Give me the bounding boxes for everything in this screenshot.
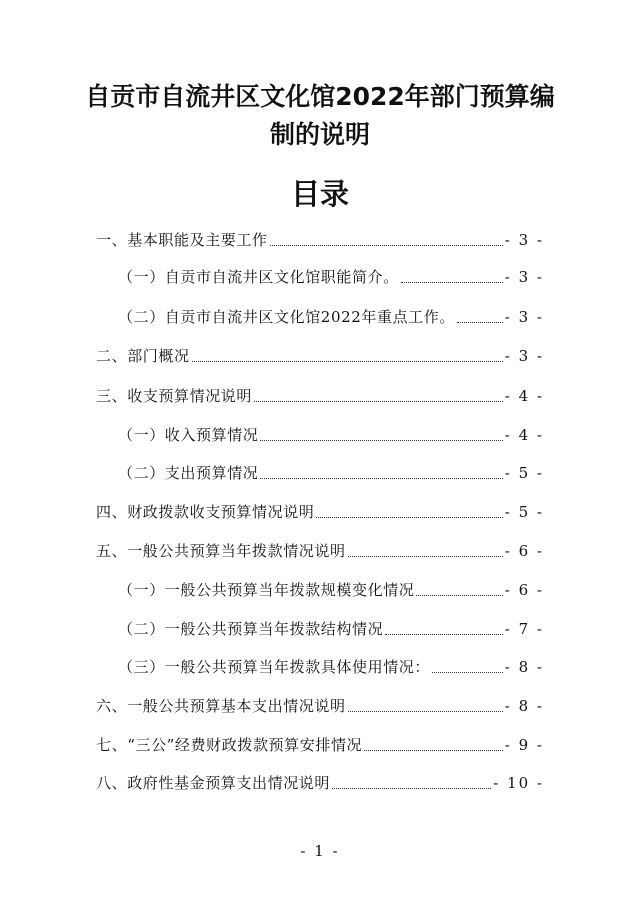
toc-entry-text: （二）一般公共预算当年拨款结构情况 <box>118 620 384 638</box>
title-line-2: 制的说明 <box>269 120 370 149</box>
toc-leader-dots <box>364 750 503 751</box>
toc-page-number: - 5 - <box>504 464 544 482</box>
toc-leader-dots <box>260 478 502 479</box>
toc-entry[interactable] <box>96 384 544 408</box>
toc-page-number: - 6 - <box>504 542 544 560</box>
toc-entry[interactable] <box>118 461 544 485</box>
toc-page-number: - 10 - <box>493 774 544 792</box>
toc-entry-text: 一、基本职能及主要工作 <box>96 231 268 249</box>
toc-leader-dots <box>270 245 503 246</box>
toc-page-number: - 3 - <box>504 308 544 326</box>
toc-leader-dots <box>401 282 503 283</box>
toc-entry-text: （二）自贡市自流井区文化馆2022年重点工作。 <box>118 308 455 326</box>
toc-page-number: - 4 - <box>504 426 544 444</box>
toc-leader-dots <box>385 634 503 635</box>
toc-entry[interactable] <box>118 578 544 602</box>
toc-page-number: - 3 - <box>504 268 544 286</box>
toc-entry-text: 二、部门概况 <box>96 347 190 365</box>
toc-entry-text: 六、一般公共预算基本支出情况说明 <box>96 697 346 715</box>
toc-entry[interactable] <box>96 539 544 563</box>
toc-page-number: - 8 - <box>504 658 544 676</box>
toc-leader-dots <box>332 788 491 789</box>
toc-page-number: - 8 - <box>504 697 544 715</box>
toc-leader-dots <box>348 556 503 557</box>
toc-leader-dots <box>316 517 502 518</box>
toc-leader-dots <box>192 361 503 362</box>
toc-entry[interactable] <box>96 733 544 757</box>
toc-leader-dots <box>254 401 503 402</box>
toc-leader-dots <box>457 322 503 323</box>
toc-heading: 目录 <box>290 177 349 211</box>
toc-page-number: - 3 - <box>504 347 544 365</box>
toc-entry-text: （二）支出预算情况 <box>118 464 259 482</box>
toc-entry[interactable] <box>96 771 544 795</box>
toc-entry[interactable] <box>118 617 544 641</box>
toc-entry-text: 七、“三公”经费财政拨款预算安排情况 <box>96 736 363 754</box>
toc-entry[interactable] <box>96 500 544 524</box>
toc-page-number: - 9 - <box>504 736 544 754</box>
toc-entry[interactable] <box>96 344 544 368</box>
toc-entry-text: （一）自贡市自流井区文化馆职能简介。 <box>118 268 399 286</box>
toc-entry[interactable] <box>96 228 544 252</box>
toc-page-number: - 6 - <box>504 581 544 599</box>
toc-page-number: - 3 - <box>504 231 544 249</box>
toc-page-number: - 7 - <box>504 620 544 638</box>
toc-entry[interactable] <box>118 655 544 679</box>
toc-entry-text: （一）收入预算情况 <box>118 426 259 444</box>
toc-page-number: - 5 - <box>504 503 544 521</box>
toc-entry[interactable] <box>96 694 544 718</box>
toc-entry-text: （三）一般公共预算当年拨款具体使用情况： <box>118 658 431 676</box>
page-number-footer: - 1 - <box>300 842 340 860</box>
toc-entry[interactable] <box>118 305 544 329</box>
toc-entry-text: 四、财政拨款收支预算情况说明 <box>96 503 315 521</box>
toc-leader-dots <box>348 711 503 712</box>
toc-entry[interactable] <box>118 423 544 447</box>
toc-entry-text: （一）一般公共预算当年拨款规模变化情况 <box>118 581 415 599</box>
toc-entry[interactable] <box>118 265 544 289</box>
toc-leader-dots <box>432 672 503 673</box>
toc-entry-text: 八、政府性基金预算支出情况说明 <box>96 774 331 792</box>
toc-entry-text: 五、一般公共预算当年拨款情况说明 <box>96 542 346 560</box>
toc-entry-text: 三、收支预算情况说明 <box>96 387 253 405</box>
toc-leader-dots <box>260 440 502 441</box>
title-line-1: 自贡市自流井区文化馆2022年部门预算编 <box>85 82 555 111</box>
toc-page-number: - 4 - <box>504 387 544 405</box>
toc-leader-dots <box>416 595 502 596</box>
